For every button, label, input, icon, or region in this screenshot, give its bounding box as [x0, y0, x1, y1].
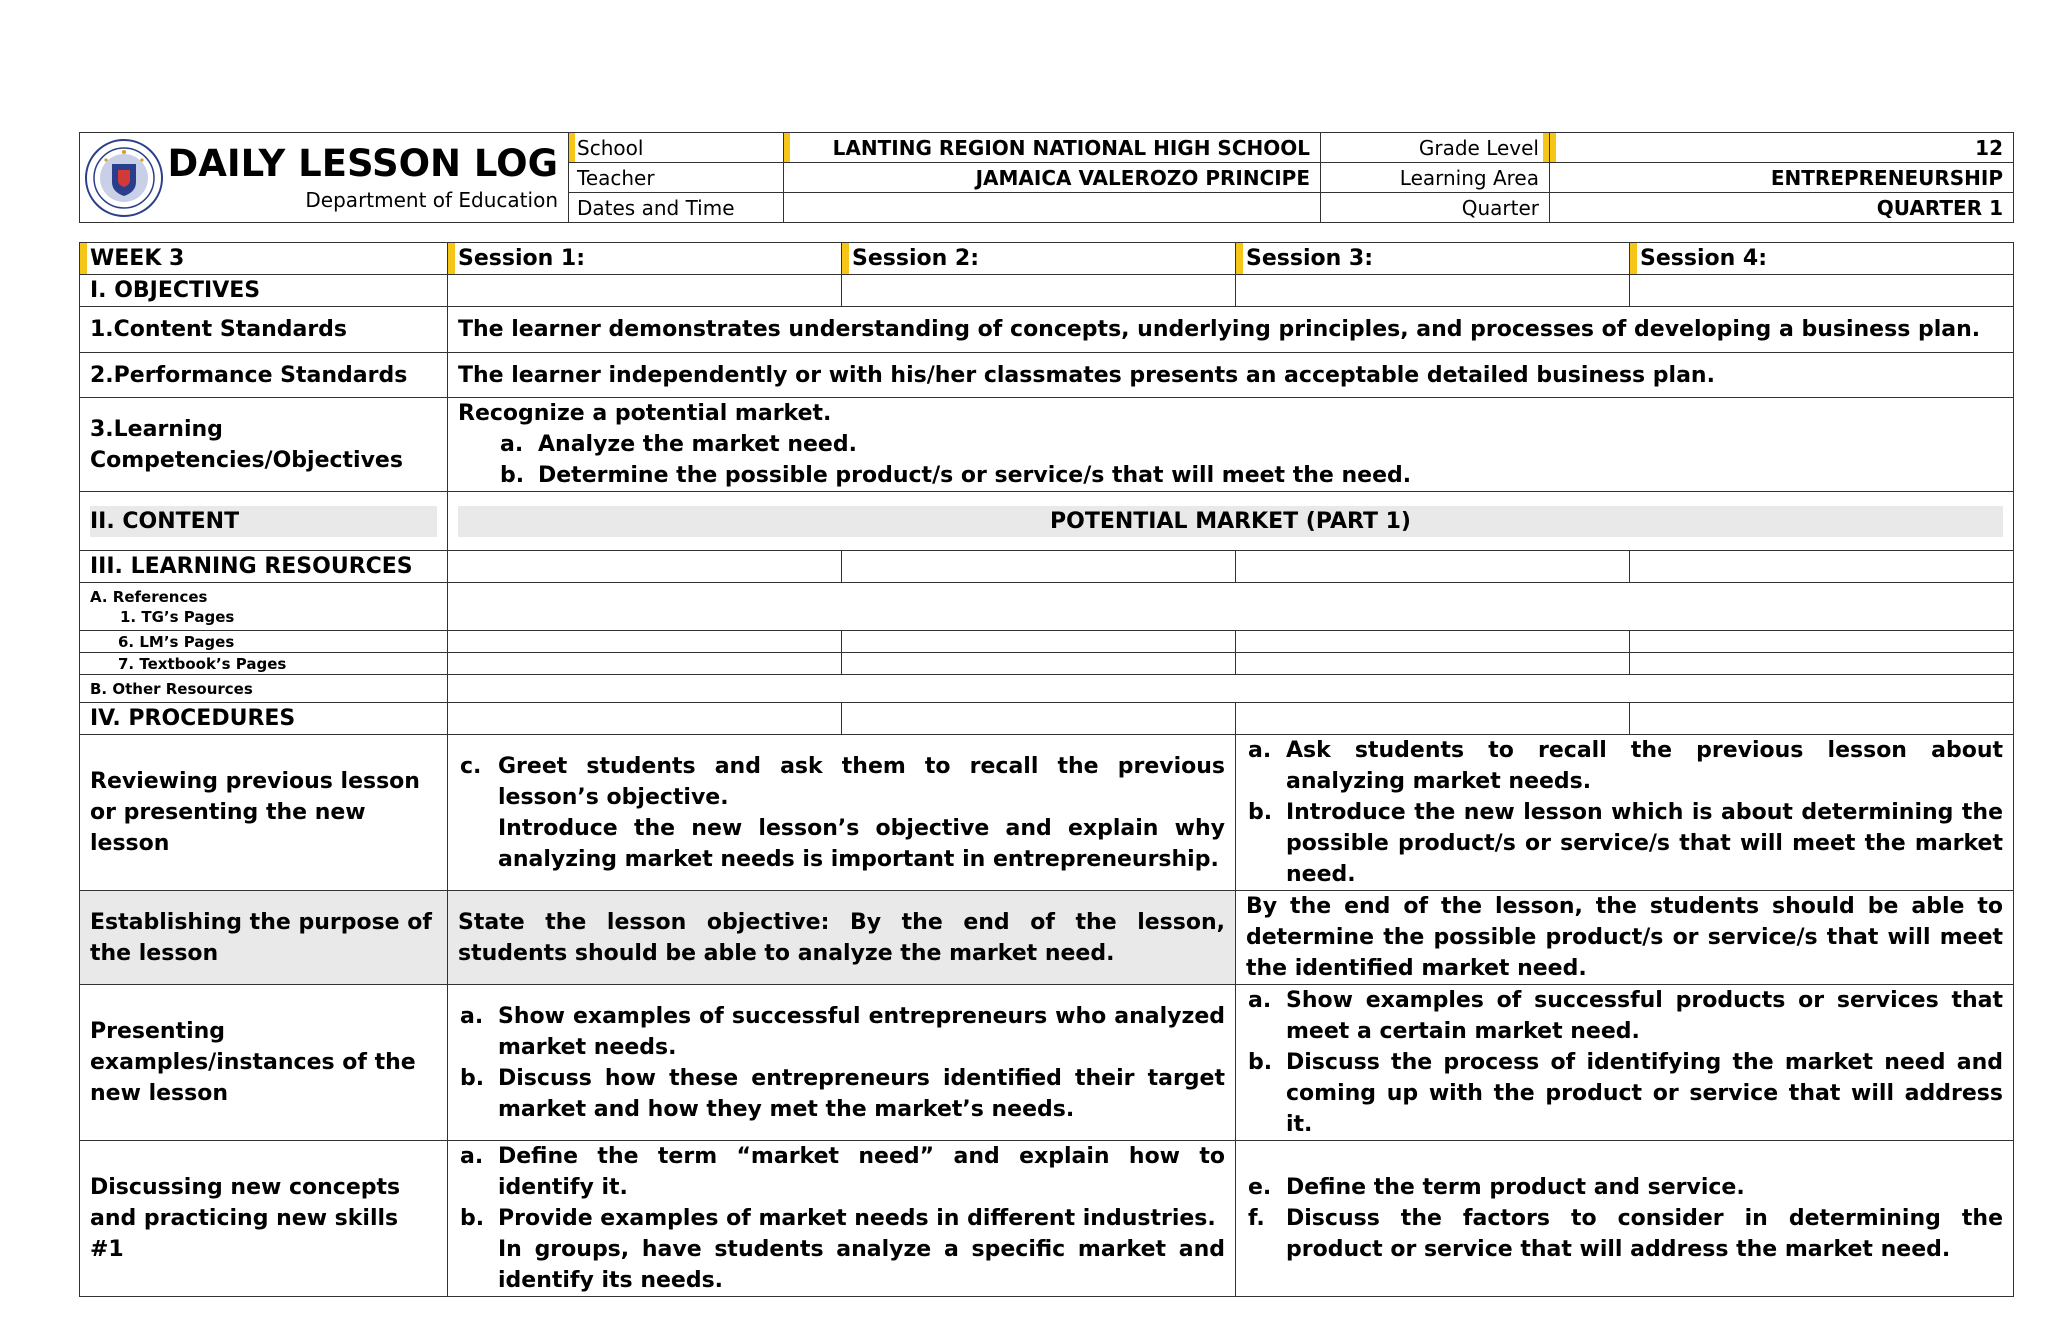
competencies-label-line2: Competencies/Objectives — [90, 447, 403, 473]
learning-resources-heading: III. LEARNING RESOURCES — [80, 551, 448, 583]
grade-level-value: 12 — [1550, 133, 2014, 163]
lm-s1 — [448, 631, 842, 653]
list-marker: b. — [500, 463, 525, 488]
deped-seal-icon — [84, 138, 164, 218]
purpose-s12: State the lesson objective: By the end of the lesson, students should be able to analyze the market need. — [448, 891, 1236, 985]
purpose-s34: By the end of the lesson, the students should be able to determine the possible product/s or service/s that will meet the identified market need. — [1236, 891, 2014, 985]
reviewing-label: Reviewing previous lesson or presenting the new lesson — [80, 735, 448, 891]
list-marker: a. — [500, 432, 524, 457]
other-resources-value — [448, 675, 2014, 703]
teacher-label: Teacher — [569, 163, 784, 193]
resources-s3 — [1236, 551, 1630, 583]
references-value — [448, 583, 2014, 631]
textbook-s4 — [1630, 653, 2014, 675]
header-table — [79, 132, 2014, 223]
objectives-s2 — [842, 275, 1236, 307]
content-label: II. CONTENT — [80, 492, 448, 551]
session-3-header: Session 3: — [1236, 243, 1630, 275]
competency-b-text: Determine the possible product/s or service/s that will meet the need. — [538, 463, 1412, 488]
references-label — [80, 583, 448, 631]
discussing-s12-line3: In groups, have students analyze a specific market and identify its needs. — [498, 1237, 1225, 1293]
content-value: POTENTIAL MARKET (PART 1) — [448, 492, 2014, 551]
objectives-heading: I. OBJECTIVES — [80, 275, 448, 307]
grade-level-label: Grade Level — [1321, 133, 1550, 163]
reviewing-s34 — [1236, 735, 2014, 891]
references-heading: A. References — [90, 587, 208, 606]
presenting-s34 — [1236, 985, 2014, 1141]
teacher-value: JAMAICA VALEROZO PRINCIPE — [784, 163, 1321, 193]
other-resources-label: B. Other Resources — [80, 675, 448, 703]
resources-s2 — [842, 551, 1236, 583]
resources-s1 — [448, 551, 842, 583]
performance-standards-label: 2.Performance Standards — [80, 353, 448, 398]
presenting-s12 — [448, 985, 1236, 1141]
content-standards-value: The learner demonstrates understanding of concepts, underlying principles, and processes of developing a business plan. — [448, 307, 2014, 353]
header-logo-cell — [80, 133, 569, 223]
competencies-label-line1: 3.Learning — [90, 416, 223, 442]
procedures-s1 — [448, 703, 842, 735]
dates-label: Dates and Time — [569, 193, 784, 223]
lm-pages-label: 6. LM’s Pages — [80, 631, 448, 653]
week-label: WEEK 3 — [80, 243, 448, 275]
procedures-heading: IV. PROCEDURES — [80, 703, 448, 735]
list-item: f. Discuss the factors to consider in determining the product or service that will address the market need. — [1248, 1206, 2003, 1262]
content-standards-label: 1.Content Standards — [80, 307, 448, 353]
textbook-s3 — [1236, 653, 1630, 675]
textbook-pages-label: 7. Textbook’s Pages — [80, 653, 448, 675]
list-item: a. Define the term “market need” and explain how to identify it. — [460, 1144, 1225, 1200]
session-1-header: Session 1: — [448, 243, 842, 275]
department-name: Department of Education — [305, 187, 558, 212]
objectives-s1 — [448, 275, 842, 307]
competency-item — [498, 429, 2003, 460]
school-value: LANTING REGION NATIONAL HIGH SCHOOL — [784, 133, 1321, 163]
procedures-s4 — [1630, 703, 2014, 735]
lm-s3 — [1236, 631, 1630, 653]
presenting-label: Presenting examples/instances of the new lesson — [80, 985, 448, 1141]
list-item: b. Introduce the new lesson which is about determining the possible product/s or service/s that will meet the market need. — [1248, 800, 2003, 887]
session-4-header: Session 4: — [1630, 243, 2014, 275]
list-item: b. Discuss the process of identifying the market need and coming up with the product or service that will address it. — [1248, 1050, 2003, 1137]
dates-value — [784, 193, 1321, 223]
list-item: e. Define the term product and service. — [1248, 1175, 1745, 1200]
session-2-header: Session 2: — [842, 243, 1236, 275]
discussing-label: Discussing new concepts and practicing new skills #1 — [80, 1141, 448, 1297]
objectives-s3 — [1236, 275, 1630, 307]
tg-pages-label: 1. TG’s Pages — [120, 607, 235, 626]
learning-area-value: ENTREPRENEURSHIP — [1550, 163, 2014, 193]
list-item: b. Discuss how these entrepreneurs identified their target market and how they met the market’s needs. — [460, 1065, 1225, 1122]
lm-s2 — [842, 631, 1236, 653]
procedures-s2 — [842, 703, 1236, 735]
competency-main: Recognize a potential market. — [458, 401, 832, 426]
lm-s4 — [1630, 631, 2014, 653]
list-item: a. Show examples of successful products or services that meet a certain market need. — [1248, 988, 2003, 1044]
competencies-value — [448, 398, 2014, 492]
reviewing-s12-line2: Introduce the new lesson’s objective and explain why analyzing market needs is important in entrepreneurship. — [498, 815, 1225, 872]
textbook-s2 — [842, 653, 1236, 675]
lesson-log-table — [79, 242, 2014, 1297]
competencies-label — [80, 398, 448, 492]
resources-s4 — [1630, 551, 2014, 583]
discussing-s34 — [1236, 1141, 2014, 1297]
learning-area-label: Learning Area — [1321, 163, 1550, 193]
reviewing-s12 — [448, 735, 1236, 891]
list-item: a. Ask students to recall the previous lesson about analyzing market needs. — [1248, 738, 2003, 794]
quarter-label: Quarter — [1321, 193, 1550, 223]
objectives-s4 — [1630, 275, 2014, 307]
competency-item — [498, 460, 2003, 491]
discussing-s12 — [448, 1141, 1236, 1297]
performance-standards-value: The learner independently or with his/her classmates presents an acceptable detailed business plan. — [448, 353, 2014, 398]
school-label: School — [569, 133, 784, 163]
textbook-s1 — [448, 653, 842, 675]
list-item: a. Show examples of successful entrepreneurs who analyzed market needs. — [460, 1003, 1225, 1060]
list-item: c. Greet students and ask them to recall the previous lesson’s objective. — [460, 753, 1225, 810]
list-item: b. Provide examples of market needs in different industries. — [460, 1206, 1216, 1231]
document-title: DAILY LESSON LOG — [167, 141, 558, 185]
competency-a-text: Analyze the market need. — [538, 432, 857, 457]
procedures-s3 — [1236, 703, 1630, 735]
purpose-label: Establishing the purpose of the lesson — [80, 891, 448, 985]
quarter-value: QUARTER 1 — [1550, 193, 2014, 223]
